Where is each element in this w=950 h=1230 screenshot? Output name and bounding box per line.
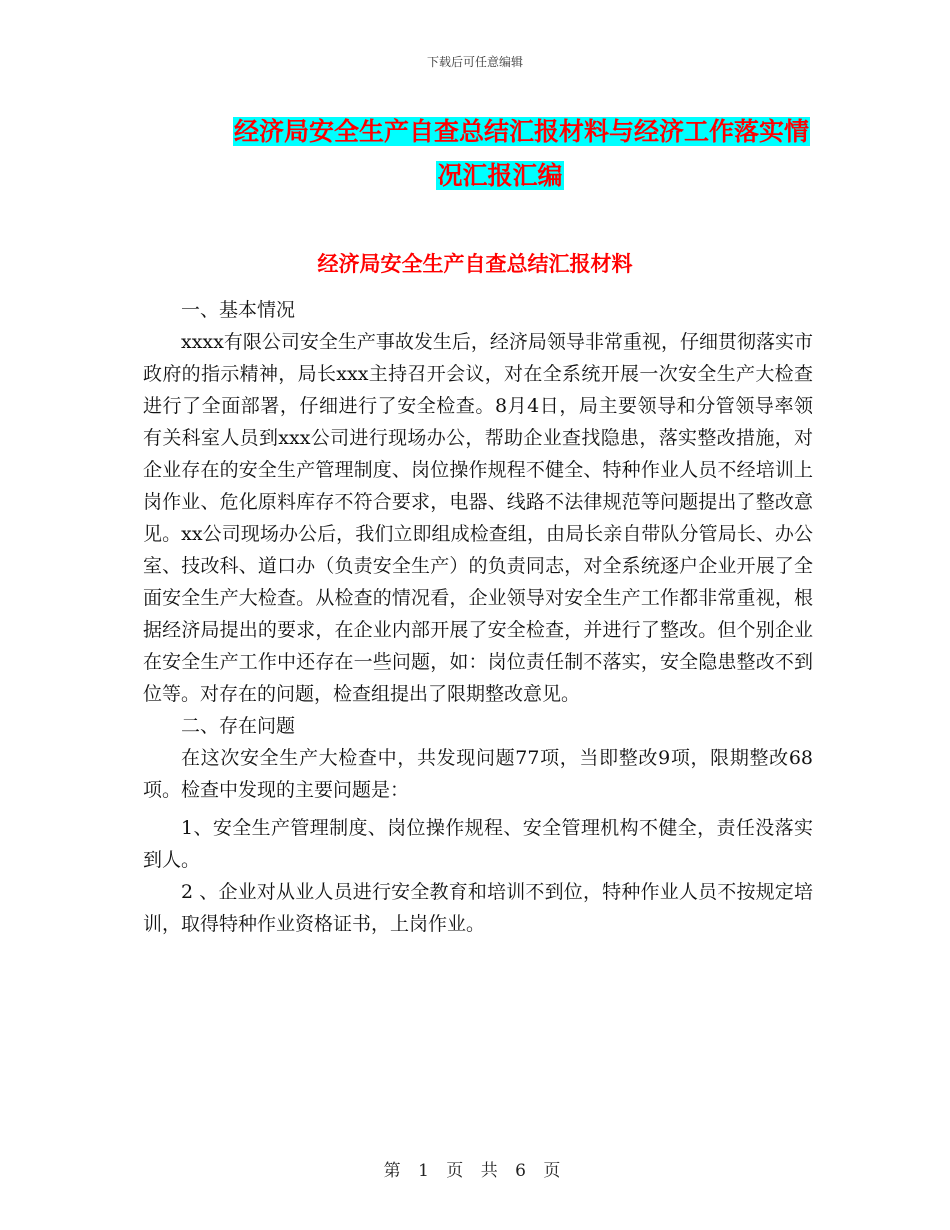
page-number-footer: 第 1 页 共 6 页 — [383, 1161, 567, 1181]
section-title: 经济局安全生产自查总结汇报材料 — [317, 251, 633, 276]
document-title-line-2 — [190, 154, 810, 198]
page-header-note: 下载后可任意编辑 — [426, 55, 523, 69]
list-item-problem-1: 1、安全生产管理制度、岗位操作规程、安全管理机构不健全，责任没落实到人。 — [143, 817, 813, 871]
document-body — [143, 294, 813, 946]
paragraph-problem-summary: 在这次安全生产大检查中，共发现问题77项，当即整改9项，限期整改68项。检查中发现的主要问题是： — [143, 747, 813, 801]
document-title-line-1-text: 经济局安全生产自查总结汇报材料与经济工作落实情 — [233, 117, 809, 146]
paragraph-basic-situation: xxxx有限公司安全生产事故发生后，经济局领导非常重视，仔细贯彻落实市政府的指示精神，局长xxx主持召开会议，对在全系统开展一次安全生产大检查进行了全面部署，仔细进行了安全检查。8月4日，局主要领导和分管领导率领有关科室人员到xxx公司进行现场办公，帮助企业查找隐患，落实整改措施，对企业存在的安全生产管理制度、岗位操作规程不健全、特种作业人员不经培训上岗作业、危化原料库存不符合要求，电器、线路不法律规范等问题提出了整改意见。xx公司现场办公后，我们立即组成检查组，由局长亲自带队分管局长、办公室、技改科、道口办（负责安全生产）的负责同志，对全系统逐户企业开展了全面安全生产大检查。从检查的情况看，企业领导对安全生产工作都非常重视，根据经济局提出的要求，在企业内部开展了安全检查，并进行了整改。但个别企业在安全生产工作中还存在一些问题，如：岗位责任制不落实，安全隐患整改不到位等。对存在的问题，检查组提出了限期整改意见。 — [143, 331, 813, 705]
heading-basic-situation: 一、基本情况 — [181, 299, 296, 321]
document-title-line-2-text: 况汇报汇编 — [437, 161, 563, 190]
document-title-line-1 — [190, 110, 810, 154]
document-title — [190, 110, 810, 198]
heading-existing-problems: 二、存在问题 — [181, 715, 296, 737]
list-item-problem-2: 2 、企业对从业人员进行安全教育和培训不到位，特种作业人员不按规定培训，取得特种作业资格证书，上岗作业。 — [143, 881, 813, 935]
